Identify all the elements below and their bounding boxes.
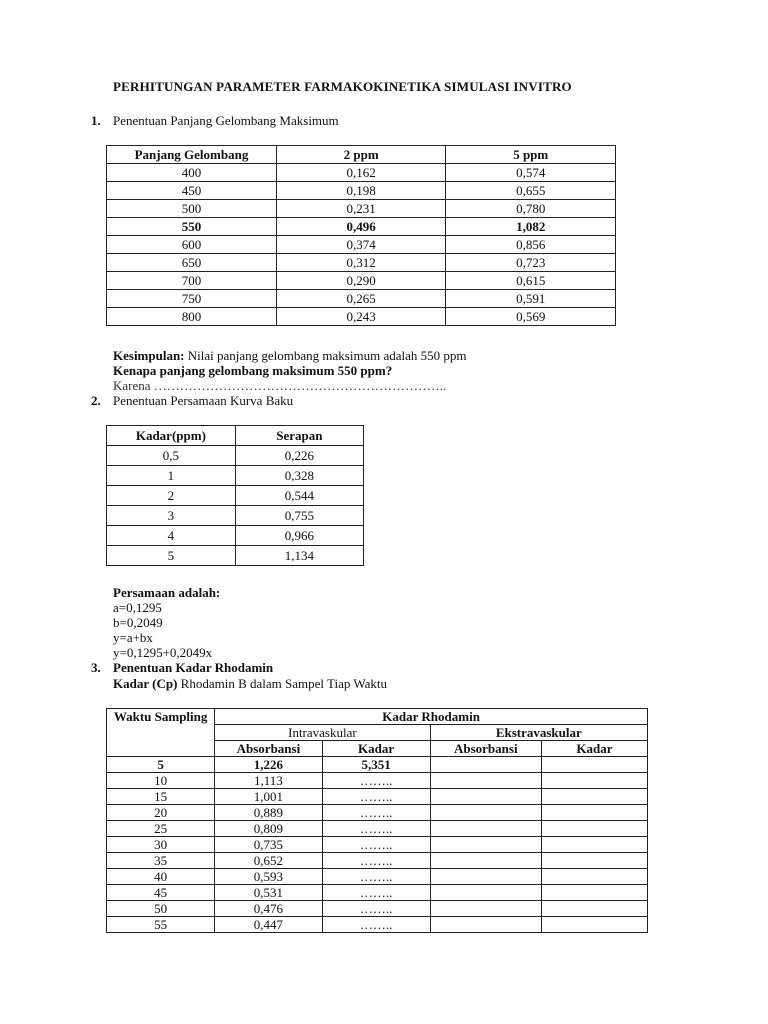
table-row bbox=[107, 805, 648, 821]
cell-5ppm: 0,574 bbox=[446, 164, 616, 182]
cell-intra-absorbansi: 0,476 bbox=[215, 901, 322, 917]
table-row bbox=[107, 308, 616, 326]
cell-ekstra-kadar bbox=[541, 837, 647, 853]
header-5ppm: 5 ppm bbox=[446, 146, 616, 164]
cell-wavelength: 800 bbox=[107, 308, 277, 326]
cell-2ppm: 0,243 bbox=[276, 308, 446, 326]
section-1-heading: Penentuan Panjang Gelombang Maksimum bbox=[113, 113, 339, 128]
cell-intra-kadar: …….. bbox=[322, 853, 430, 869]
cell-2ppm: 0,231 bbox=[276, 200, 446, 218]
page-title: PERHITUNGAN PARAMETER FARMAKOKINETIKA SIMULASI INVITRO bbox=[113, 79, 572, 94]
cell-kadar: 1 bbox=[107, 466, 236, 486]
cell-2ppm: 0,198 bbox=[276, 182, 446, 200]
cell-serapan: 0,966 bbox=[235, 526, 363, 546]
cell-serapan: 0,544 bbox=[235, 486, 363, 506]
cell-ekstra-absorbansi bbox=[430, 821, 541, 837]
header-waktu-sampling: Waktu Sampling bbox=[107, 709, 215, 757]
section-2-number: 2. bbox=[91, 393, 101, 408]
cell-wavelength: 700 bbox=[107, 272, 277, 290]
cell-intra-kadar: …….. bbox=[322, 805, 430, 821]
subheading-rest: Rhodamin B dalam Sampel Tiap Waktu bbox=[177, 676, 388, 691]
cell-ekstra-absorbansi bbox=[430, 805, 541, 821]
cell-ekstra-kadar bbox=[541, 773, 647, 789]
table-row bbox=[107, 466, 364, 486]
section-3-heading: Penentuan Kadar Rhodamin bbox=[113, 660, 274, 675]
table-row bbox=[107, 546, 364, 566]
cell-ekstra-kadar bbox=[541, 805, 647, 821]
cell-5ppm: 1,082 bbox=[446, 218, 616, 236]
cell-intra-kadar: …….. bbox=[322, 789, 430, 805]
calibration-table bbox=[106, 425, 364, 566]
header-intra-absorbansi: Absorbansi bbox=[215, 741, 322, 757]
cell-2ppm: 0,265 bbox=[276, 290, 446, 308]
cell-ekstra-kadar bbox=[541, 789, 647, 805]
cell-ekstra-kadar bbox=[541, 901, 647, 917]
cell-serapan: 0,755 bbox=[235, 506, 363, 526]
cell-intra-absorbansi: 1,113 bbox=[215, 773, 322, 789]
cell-ekstra-absorbansi bbox=[430, 917, 541, 933]
cell-ekstra-absorbansi bbox=[430, 901, 541, 917]
table-row bbox=[107, 885, 648, 901]
persamaan-label: Persamaan adalah: bbox=[113, 585, 221, 600]
cell-waktu: 45 bbox=[107, 885, 215, 901]
cell-ekstra-absorbansi bbox=[430, 757, 541, 773]
cell-kadar: 3 bbox=[107, 506, 236, 526]
cell-serapan: 0,226 bbox=[235, 446, 363, 466]
cell-ekstra-absorbansi bbox=[430, 789, 541, 805]
karena-line: Karena ………………………………………………………….. bbox=[113, 378, 447, 393]
cell-5ppm: 0,856 bbox=[446, 236, 616, 254]
table-row bbox=[107, 200, 616, 218]
header-intravaskular: Intravaskular bbox=[215, 725, 430, 741]
cell-wavelength: 650 bbox=[107, 254, 277, 272]
cell-5ppm: 0,780 bbox=[446, 200, 616, 218]
cell-ekstra-kadar bbox=[541, 821, 647, 837]
table-row bbox=[107, 789, 648, 805]
table-row bbox=[107, 446, 364, 466]
cell-intra-kadar: …….. bbox=[322, 869, 430, 885]
section-1-number: 1. bbox=[91, 113, 101, 128]
rhodamin-table bbox=[106, 708, 648, 933]
persamaan-line-b: b=0,2049 bbox=[113, 615, 163, 630]
cell-kadar: 2 bbox=[107, 486, 236, 506]
wavelength-table bbox=[106, 145, 616, 326]
table-row bbox=[107, 272, 616, 290]
cell-intra-kadar: …….. bbox=[322, 773, 430, 789]
wavelength-table-header bbox=[107, 146, 616, 164]
table-row bbox=[107, 526, 364, 546]
cell-2ppm: 0,374 bbox=[276, 236, 446, 254]
cell-intra-kadar: …….. bbox=[322, 901, 430, 917]
cell-ekstra-absorbansi bbox=[430, 773, 541, 789]
cell-waktu: 20 bbox=[107, 805, 215, 821]
cell-intra-absorbansi: 0,447 bbox=[215, 917, 322, 933]
table-row bbox=[107, 236, 616, 254]
calibration-table-header bbox=[107, 426, 364, 446]
cell-wavelength: 550 bbox=[107, 218, 277, 236]
cell-kadar: 5 bbox=[107, 546, 236, 566]
kesimpulan-text: Nilai panjang gelombang maksimum adalah 550 ppm bbox=[184, 348, 467, 363]
table-row bbox=[107, 290, 616, 308]
cell-5ppm: 0,655 bbox=[446, 182, 616, 200]
table-row bbox=[107, 917, 648, 933]
cell-ekstra-absorbansi bbox=[430, 853, 541, 869]
cell-ekstra-absorbansi bbox=[430, 869, 541, 885]
table-row bbox=[107, 853, 648, 869]
cell-intra-kadar: …….. bbox=[322, 837, 430, 853]
header-kadar-ppm: Kadar(ppm) bbox=[107, 426, 236, 446]
cell-wavelength: 500 bbox=[107, 200, 277, 218]
cell-wavelength: 600 bbox=[107, 236, 277, 254]
header-panjang-gelombang: Panjang Gelombang bbox=[107, 146, 277, 164]
cell-waktu: 50 bbox=[107, 901, 215, 917]
header-intra-kadar: Kadar bbox=[322, 741, 430, 757]
kesimpulan-label: Kesimpulan: bbox=[113, 348, 185, 363]
table-row bbox=[107, 869, 648, 885]
cell-intra-absorbansi: 0,652 bbox=[215, 853, 322, 869]
header-2ppm: 2 ppm bbox=[276, 146, 446, 164]
subheading-bold: Kadar (Cp) bbox=[113, 676, 178, 691]
cell-2ppm: 0,162 bbox=[276, 164, 446, 182]
cell-ekstra-kadar bbox=[541, 917, 647, 933]
cell-5ppm: 0,615 bbox=[446, 272, 616, 290]
cell-5ppm: 0,591 bbox=[446, 290, 616, 308]
cell-serapan: 0,328 bbox=[235, 466, 363, 486]
cell-waktu: 15 bbox=[107, 789, 215, 805]
cell-wavelength: 400 bbox=[107, 164, 277, 182]
cell-intra-absorbansi: 0,809 bbox=[215, 821, 322, 837]
cell-waktu: 10 bbox=[107, 773, 215, 789]
cell-2ppm: 0,290 bbox=[276, 272, 446, 290]
cell-intra-absorbansi: 1,226 bbox=[215, 757, 322, 773]
table-row bbox=[107, 821, 648, 837]
table-row bbox=[107, 506, 364, 526]
persamaan-line-a: a=0,1295 bbox=[113, 600, 162, 615]
table-row bbox=[107, 254, 616, 272]
cell-waktu: 55 bbox=[107, 917, 215, 933]
persamaan-line-final: y=0,1295+0,2049x bbox=[113, 645, 213, 660]
header-ekstra-absorbansi: Absorbansi bbox=[430, 741, 541, 757]
table-row bbox=[107, 182, 616, 200]
section-2-heading: Penentuan Persamaan Kurva Baku bbox=[113, 393, 294, 408]
cell-intra-kadar: …….. bbox=[322, 821, 430, 837]
cell-waktu: 30 bbox=[107, 837, 215, 853]
cell-waktu: 25 bbox=[107, 821, 215, 837]
table-row bbox=[107, 901, 648, 917]
cell-wavelength: 450 bbox=[107, 182, 277, 200]
section-3-subheading bbox=[113, 676, 387, 692]
cell-intra-absorbansi: 0,593 bbox=[215, 869, 322, 885]
cell-5ppm: 0,723 bbox=[446, 254, 616, 272]
header-ekstravaskular: Ekstravaskular bbox=[430, 725, 647, 741]
table-row bbox=[107, 757, 648, 773]
table-row bbox=[107, 773, 648, 789]
table-row bbox=[107, 218, 616, 236]
table-row bbox=[107, 486, 364, 506]
header-ekstra-kadar: Kadar bbox=[541, 741, 647, 757]
table-row bbox=[107, 837, 648, 853]
persamaan-line-general: y=a+bx bbox=[113, 630, 153, 645]
cell-waktu: 5 bbox=[107, 757, 215, 773]
kesimpulan-line bbox=[113, 348, 467, 364]
cell-intra-kadar: …….. bbox=[322, 917, 430, 933]
cell-intra-absorbansi: 1,001 bbox=[215, 789, 322, 805]
cell-ekstra-kadar bbox=[541, 853, 647, 869]
header-kadar-rhodamin: Kadar Rhodamin bbox=[215, 709, 648, 725]
cell-intra-kadar: …….. bbox=[322, 885, 430, 901]
cell-waktu: 40 bbox=[107, 869, 215, 885]
cell-intra-absorbansi: 0,735 bbox=[215, 837, 322, 853]
header-serapan: Serapan bbox=[235, 426, 363, 446]
table-row bbox=[107, 164, 616, 182]
cell-2ppm: 0,496 bbox=[276, 218, 446, 236]
cell-5ppm: 0,569 bbox=[446, 308, 616, 326]
cell-kadar: 0,5 bbox=[107, 446, 236, 466]
cell-ekstra-absorbansi bbox=[430, 837, 541, 853]
cell-ekstra-absorbansi bbox=[430, 885, 541, 901]
cell-waktu: 35 bbox=[107, 853, 215, 869]
section-3-number: 3. bbox=[91, 660, 101, 675]
cell-serapan: 1,134 bbox=[235, 546, 363, 566]
cell-intra-kadar: 5,351 bbox=[322, 757, 430, 773]
cell-kadar: 4 bbox=[107, 526, 236, 546]
cell-ekstra-kadar bbox=[541, 757, 647, 773]
question-line: Kenapa panjang gelombang maksimum 550 ppm? bbox=[113, 363, 393, 378]
cell-ekstra-kadar bbox=[541, 885, 647, 901]
cell-intra-absorbansi: 0,531 bbox=[215, 885, 322, 901]
cell-ekstra-kadar bbox=[541, 869, 647, 885]
cell-2ppm: 0,312 bbox=[276, 254, 446, 272]
cell-intra-absorbansi: 0,889 bbox=[215, 805, 322, 821]
cell-wavelength: 750 bbox=[107, 290, 277, 308]
